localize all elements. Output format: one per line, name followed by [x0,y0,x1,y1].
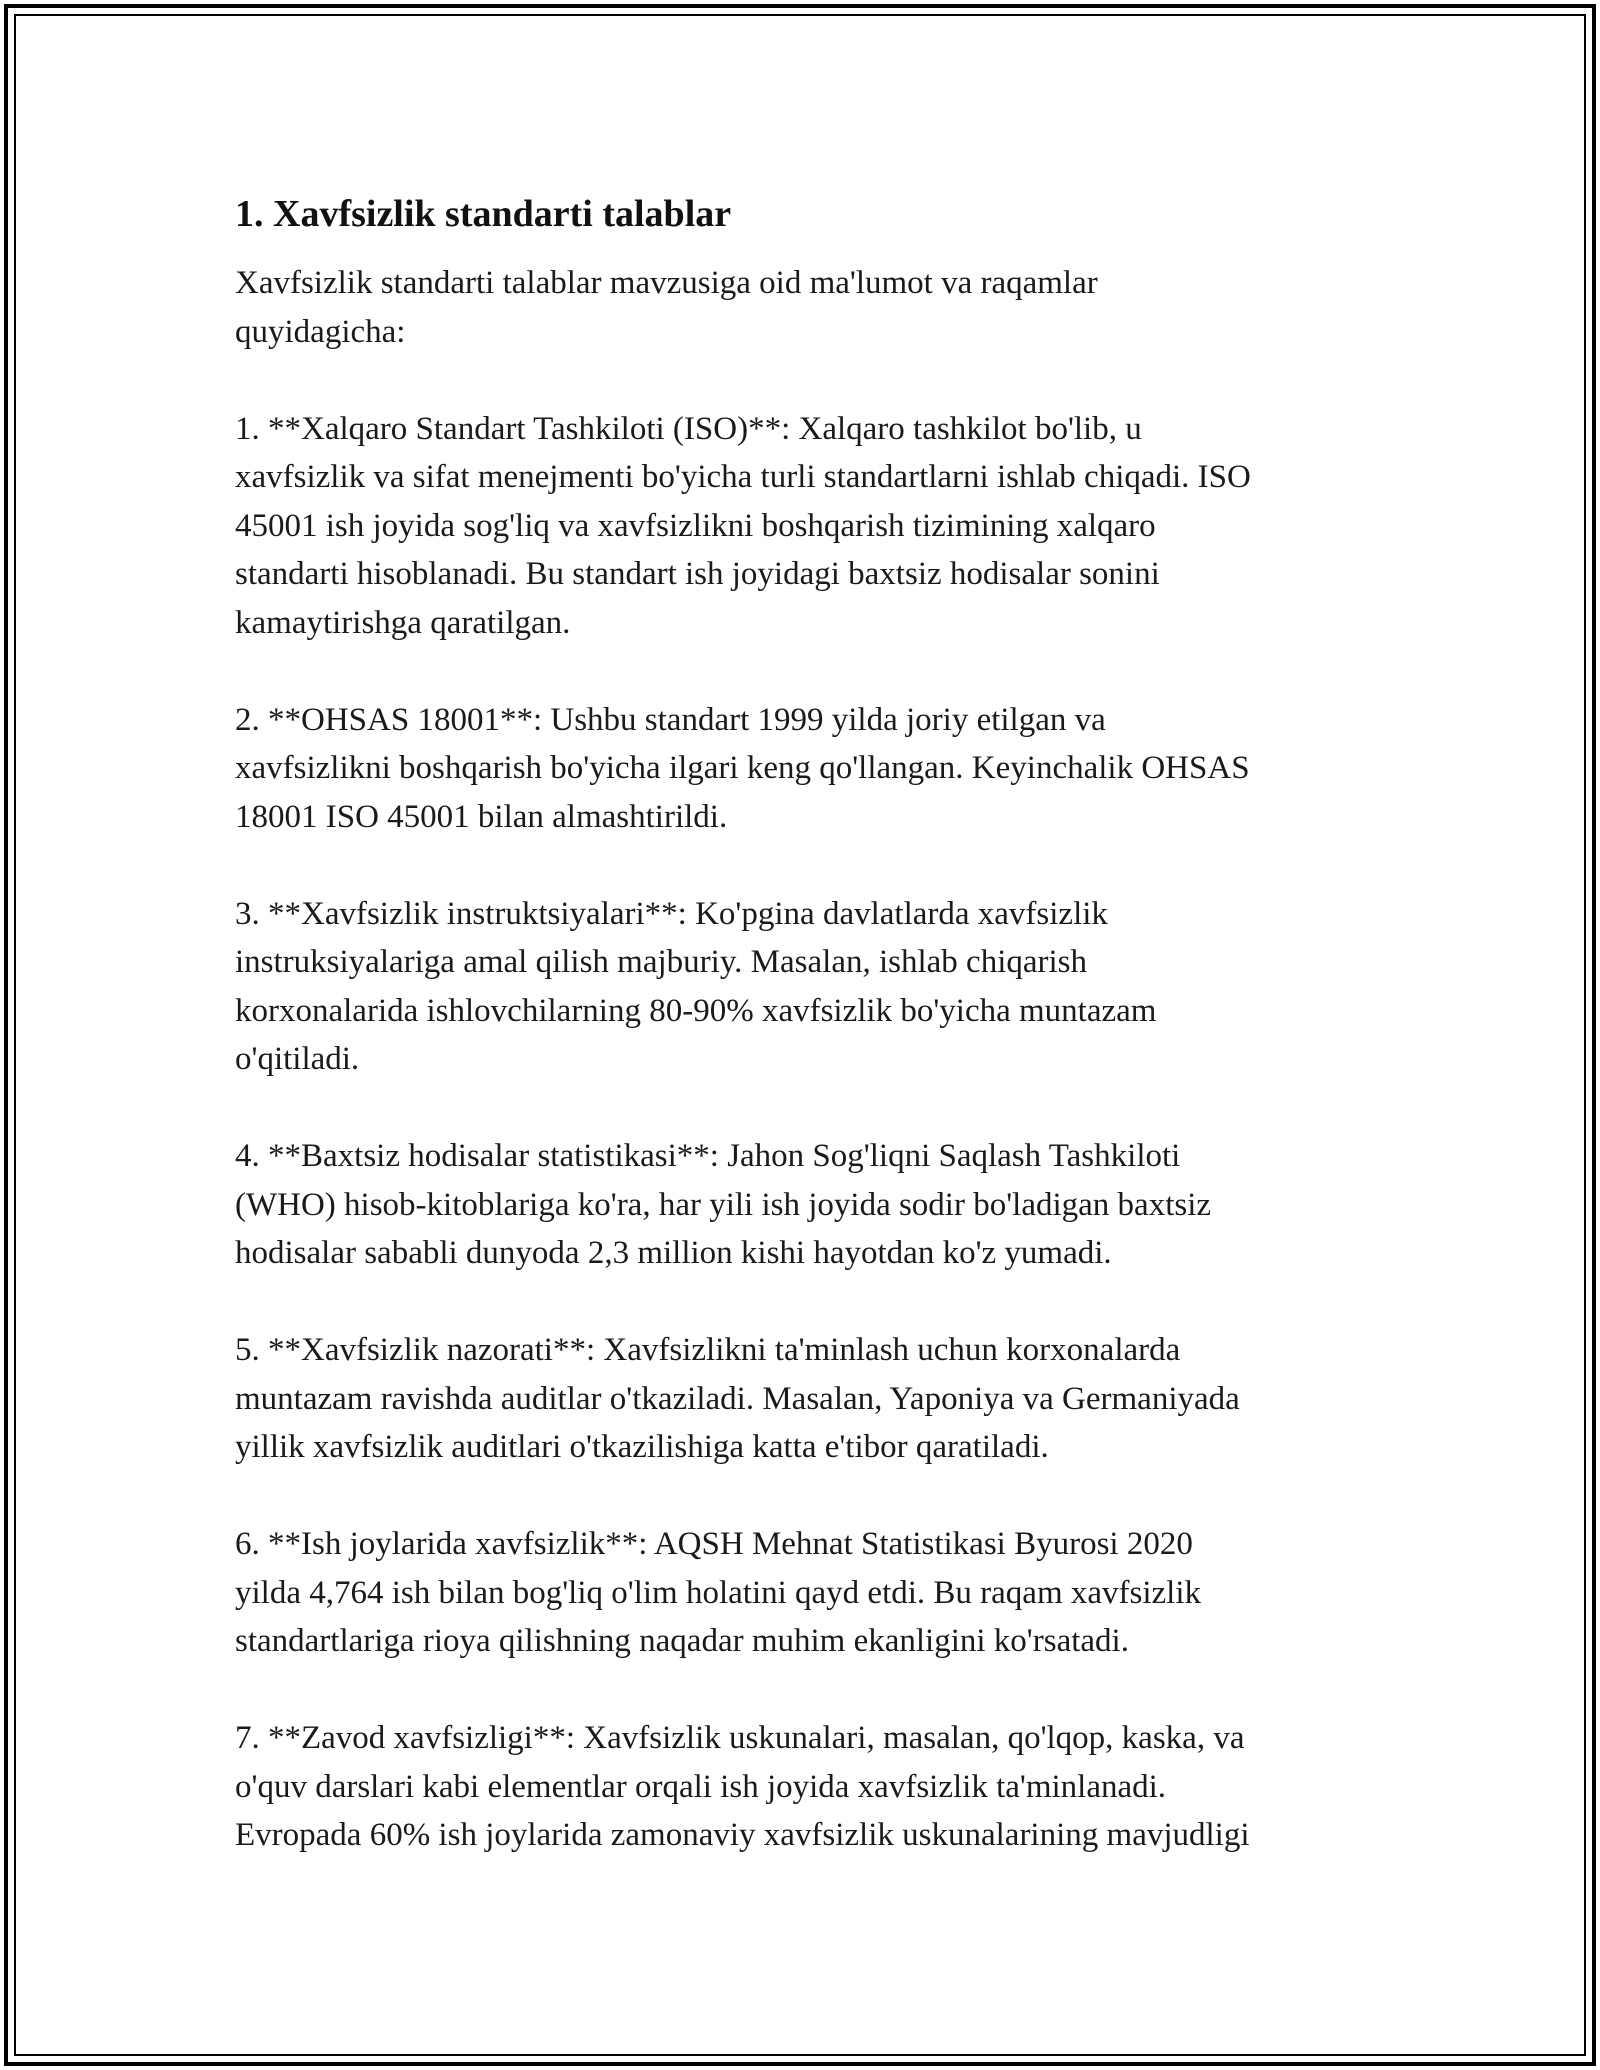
section-heading: 1. Xavfsizlik standarti talablar [235,193,732,235]
intro-paragraph: Xavfsizlik standarti talablar mavzusiga oid ma'lumot va raqamlar quyidagicha: [235,265,1098,350]
document-body [235,187,1375,1908]
list-item-instructions: 3. **Xavfsizlik instruktsiyalari**: Ko'pgina davlatlarda xavfsizlik instruksiyalariga amal qilish majburiy. Masalan, ishlab chiqarish korxonalarida ishlovchilarning 80-90% xavfsizlik bo'yicha muntazam o'qitiladi. [235,895,1157,1077]
list-item-safety-control: 5. **Xavfsizlik nazorati**: Xavfsizlikni ta'minlash uchun korxonalarda muntazam ravishda auditlar o'tkaziladi. Masalan, Yaponiya va Germaniyada yillik xavfsizlik auditlari o'tkazilishiga katta e'tibor qaratiladi. [235,1332,1240,1465]
list-item-ohsas: 2. **OHSAS 18001**: Ushbu standart 1999 yilda joriy etilgan va xavfsizlikni boshqarish bo'yicha ilgari keng qo'llangan. Keyinchalik OHSAS 18001 ISO 45001 bilan almashtirildi. [235,701,1250,835]
list-item-factory-safety: 7. **Zavod xavfsizligi**: Xavfsizlik uskunalari, masalan, qo'lqop, kaska, va o'quv darslari kabi elementlar orqali ish joyida xavfsizlik ta'minlanadi. Evropada 60% ish joylarida zamonaviy xavfsizlik uskunalarining mavjudligi [235,1720,1250,1853]
list-item-iso: 1. **Xalqaro Standart Tashkiloti (ISO)**: Xalqaro tashkilot bo'lib, u xavfsizlik va sifat menejmenti bo'yicha turli standartlarni ishlab chiqadi. ISO 45001 ish joyida sog'liq va xavfsizlikni boshqarish tizimining xalqaro standarti hisoblanadi. Bu standart ish joyidagi baxtsiz hodisalar sonini kamaytirishga qaratilgan. [235,410,1251,641]
list-item-accident-statistics: 4. **Baxtsiz hodisalar statistikasi**: Jahon Sog'liqni Saqlash Tashkiloti (WHO) hisob-kitoblariga ko'ra, har yili ish joyida sodir bo'ladigan baxtsiz hodisalar sababli dunyoda 2,3 million kishi hayotdan ko'z yumadi. [235,1138,1212,1271]
list-item-workplace-safety: 6. **Ish joylarida xavfsizlik**: AQSH Mehnat Statistikasi Byurosi 2020 yilda 4,764 ish bilan bog'liq o'lim holatini qayd etdi. Bu raqam xavfsizlik standartlariga rioya qilishning naqadar muhim ekanligini ko'rsatadi. [235,1526,1202,1659]
